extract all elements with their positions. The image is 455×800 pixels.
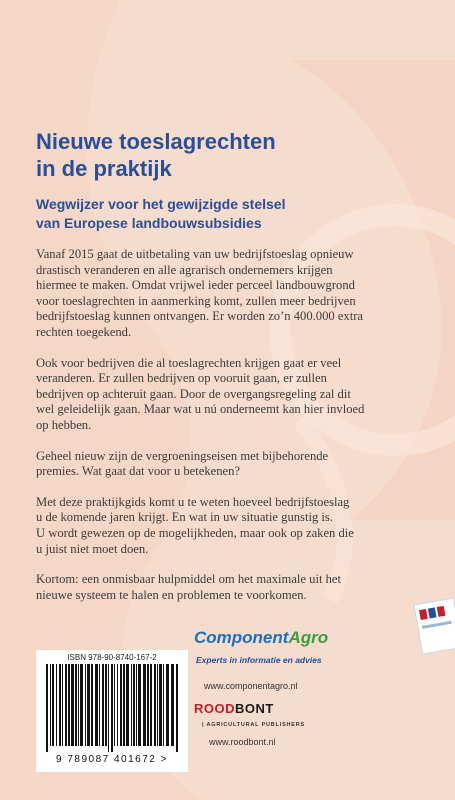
barcode-bar: [102, 664, 104, 746]
blurb-line: op hebben.: [36, 417, 92, 432]
blurb-paragraph: [36, 356, 431, 434]
blurb-paragraph: [36, 572, 431, 603]
barcode-bar: [120, 664, 122, 746]
title-line: in de praktijk: [36, 156, 172, 181]
blurb-paragraph: [36, 449, 431, 480]
barcode-bar: [78, 664, 79, 746]
component-agro-url[interactable]: www.componentagro.nl: [204, 681, 298, 691]
barcode-bar: [111, 664, 113, 752]
barcode-bar: [91, 664, 93, 746]
subtitle-line: Wegwijzer voor het gewijzigde stelsel: [36, 196, 286, 212]
blurb-line: veranderen. Er zullen bedrijven op vooruit gaan, er zullen: [36, 371, 327, 386]
barcode-bar: [71, 664, 74, 746]
blurb-line: wel geleidelijk gaan. Maar wat u nú onderneemt kan hier invloed: [36, 402, 365, 417]
barcode-bar: [133, 664, 135, 746]
barcode-bar: [59, 664, 61, 746]
blurb-paragraph: [36, 247, 431, 341]
blurb-line: voor toeslagrechten in aanmerking komt, zullen meer bedrijven: [36, 293, 356, 308]
blurb-paragraph: [36, 495, 431, 557]
barcode-bar: [157, 664, 158, 746]
barcode-bar: [85, 664, 86, 746]
barcode-bar: [52, 664, 54, 746]
book-title: [36, 128, 436, 182]
barcode-bar: [163, 664, 164, 746]
barcode-bar: [114, 664, 115, 746]
barcode-bar: [46, 664, 48, 752]
barcode-bar: [176, 664, 178, 752]
blurb-line: bedrijven op achteruit gaan. Door de overgangsregeling zal dit: [36, 386, 351, 401]
blurb-line: u de komende jaren krijgt. En wat in uw situatie gunstig is.: [36, 510, 333, 525]
logo-word: BONT: [235, 701, 274, 716]
blurb-line: nieuwe systeem te halen en problemen te voorkomen.: [36, 587, 307, 602]
barcode-bar: [171, 664, 174, 746]
blurb-line: Vanaf 2015 gaat de uitbetaling van uw bedrijfstoeslag opnieuw: [36, 247, 354, 261]
blurb-line: Ook voor bedrijven die al toeslagrechten krijgen gaat er veel: [36, 355, 342, 370]
barcode-bar: [62, 664, 63, 746]
blurb-line: U wordt gewezen op de mogelijkheden, maar ook op zaken die: [36, 525, 354, 540]
barcode-bar: [80, 664, 83, 746]
blurb-line: Kortom: een onmisbaar hulpmiddel om het maximale uit het: [36, 572, 341, 587]
book-cover-thumbnail-icon: [412, 596, 455, 656]
isbn-label: ISBN 978-90-8740-167-2: [67, 653, 157, 662]
barcode-bar: [99, 664, 100, 746]
subtitle-line: van Europese landbouwsubsidies: [36, 215, 262, 231]
barcode-bar: [166, 664, 169, 746]
logo-word: Agro: [288, 628, 329, 647]
title-line: Nieuwe toeslagrechten: [36, 129, 276, 154]
barcode-bar: [126, 664, 129, 746]
barcode-bar: [123, 664, 125, 746]
barcode-number: 9 789087 401672 >: [56, 754, 168, 765]
blurb-line: rechten toegekend.: [36, 324, 132, 339]
blurb-line: premies. Wat gaat dat voor u betekenen?: [36, 464, 241, 479]
barcode-bar: [65, 664, 67, 746]
blurb-line: bedrijfstoeslag kunnen ontvangen. Er worden zo’n 400.000 extra: [36, 309, 363, 324]
barcode-bar: [159, 664, 162, 746]
barcode-bar: [50, 664, 51, 746]
barcode-bar: [154, 664, 156, 746]
barcode-bar: [87, 664, 90, 746]
roodbont-logo: [194, 701, 274, 716]
barcode-bar: [117, 664, 118, 746]
barcode-bar: [147, 664, 149, 746]
barcode-bar: [131, 664, 132, 746]
barcode-bar: [75, 664, 77, 746]
barcode-bar: [143, 664, 146, 746]
component-agro-logo: [194, 628, 328, 648]
blurb-line: drastisch veranderen en alle agrarisch ondernemers krijgen: [36, 262, 333, 277]
blurb-line: hiermee te maken. Omdat vrijwel ieder perceel landbouwgrond: [36, 278, 355, 293]
roodbont-tagline: | AGRICULTURAL PUBLISHERS: [202, 722, 306, 728]
barcode-bar: [150, 664, 152, 746]
barcode-bar: [105, 664, 107, 746]
component-agro-tagline: Experts in informatie en advies: [196, 655, 322, 665]
barcode-bar: [108, 664, 109, 752]
logo-word: ROOD: [194, 701, 235, 716]
barcode-bar: [138, 664, 141, 746]
roodbont-url[interactable]: www.roodbont.nl: [209, 737, 276, 747]
blurb-line: u juist niet moet doen.: [36, 541, 149, 556]
barcode-bar: [95, 664, 98, 746]
blurb-line: Geheel nieuw zijn de vergroeningseisen met bijbehorende: [36, 448, 329, 463]
barcode-bar: [56, 664, 57, 746]
barcode-panel: [36, 650, 188, 772]
barcode-bar: [136, 664, 137, 746]
barcode-bar: [68, 664, 70, 746]
logo-word: Component: [194, 628, 289, 647]
blurb-line: Met deze praktijkgids komt u te weten hoeveel bedrijfstoeslag: [36, 494, 350, 509]
barcode-bars: [46, 664, 178, 752]
blurb: [36, 247, 431, 618]
book-subtitle: [36, 195, 436, 233]
